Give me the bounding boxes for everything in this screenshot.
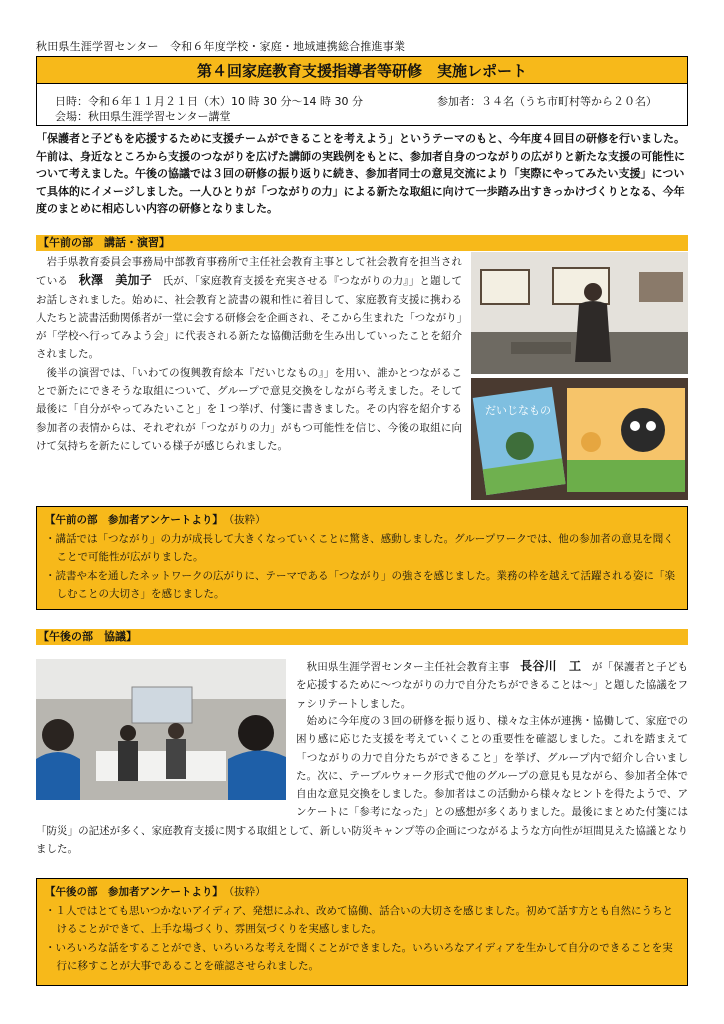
morning-p1-lead: 岩手県教育委員会事務局中部教育事務所で主任社会教育主事として社会教育を担当されている (36, 256, 462, 288)
lecture-photo-image (471, 252, 688, 374)
afternoon-survey-title (45, 883, 679, 902)
book-title: だいじなもの (485, 404, 551, 417)
afternoon-body-bottom (36, 712, 688, 858)
afternoon-section-header: 【午後の部 協議】 (36, 629, 688, 645)
morning-survey-box (36, 506, 688, 610)
afternoon-survey-item-2: ・いろいろな話をすることができ、いろいろな考えを聞くことができました。いろいろなアイディアを生かして自分のできることを実行に移すことが大事であることを確認させられました。 (45, 941, 673, 973)
afternoon-survey-note: （抜粋） (228, 886, 266, 898)
morning-survey-item-2: ・読書や本を通したネットワークの広がりに、テーマである「つながり」の強さを感じました。業務の枠を越えて活躍される姿に「楽しむことの大切さ」を感じました。 (45, 569, 675, 601)
lecture-photo (471, 252, 688, 374)
afternoon-p1-rest: が「保護者と子どもを応援するために～つながりの力で自分たちができることは～」と題した協議をファシリテートしました。 (296, 661, 688, 710)
picture-book-image (471, 378, 688, 500)
morning-survey-title (45, 511, 679, 530)
report-title: 第４回家庭教育支援指導者等研修 実施レポート (36, 56, 688, 84)
morning-body (36, 253, 462, 455)
participant-count: 参加者：３４名（うち市町村等から２０名） (437, 95, 657, 108)
afternoon-survey-item-1: ・１人ではとても思いつかないアイディア、発想にふれ、改めて協働、話合いの大切さを感じました。初めて話す方とも自然にうちとけることができて、上手な場づくり、雰囲気づくりを実感しました。 (45, 904, 674, 936)
morning-speaker-name: 秋澤 美加子 (78, 273, 152, 288)
morning-paragraph-1 (36, 253, 462, 364)
morning-p1-rest: 氏が、「家庭教育支援を充実させる『つながりの力』」と題してお話しされました。始めに、社会教育と読書の親和性に着目して、家庭教育支援に携わる人たちと読書活動関係者が一堂に会する研修会を企画され、そこから生まれた「つながり」が「学校へ行ってみよう会」に代表される新たな協働活動を生み出していったことを紹介されました。 (36, 275, 463, 361)
intro-paragraph: 「保護者と子どもを応援するために支援チームができることを考えよう」というテーマのもと、今年度４回目の研修を行いました。午前は、身近なところから支援のつながりを広げた講師の実践例をもとに、参加者自身のつながりの広がりと新たな支援の可能性について考えました。午後の協議では３回の研修の振り返りに続き、参加者同士の意見交流により「実際にやってみたい支援」について具体的にイメージしました。一人ひとりが「つながりの力」による新たな取組に向けて一歩踏み出すきっかけづくりとなる、今年度のまとめに相応しい内容の研修となりました。 (36, 132, 685, 216)
morning-survey-heading: 【午前の部 参加者アンケートより】 (45, 514, 223, 526)
morning-survey-note: （抜粋） (228, 514, 266, 526)
photo-float-spacer (36, 712, 296, 804)
afternoon-body-top (296, 657, 688, 713)
afternoon-paragraph-2: 始めに今年度の３回の研修を振り返り、様々な主体が連携・協働して、家庭での困り感に応じた支援を考えていくことの重要性を確認しました。これを踏まえて「つながりの力で自分たちができること」を挙げ、グループ内で紹介し合いました。次に、テーブルウォーク形式で他のグループの意見も見ながら、参加者全体で自由な意見交換をしました。参加者はこの活動から様々なヒントを得たようで、アンケートに「参考になった」との感想が多くありました。最後にまとめた付箋には「防災」の記述が多く、家庭教育支援に関する取組として、新しい防災キャンプ等の企画につながるような方向性が垣間見えた協議となりました。 (36, 715, 688, 856)
event-datetime: 日時：令和６年１１月２１日（木）10 時 30 分～14 時 30 分 (55, 95, 363, 108)
event-venue: 会場：秋田県生涯学習センター講堂 (55, 110, 231, 123)
organization-line: 秋田県生涯学習センター 令和６年度学校・家庭・地域連携総合推進事業 (36, 40, 406, 53)
afternoon-survey-heading: 【午後の部 参加者アンケートより】 (45, 886, 223, 898)
morning-survey-item-1: ・講話では「つながり」の力が成長して大きくなっていくことに驚き、感動しました。グループワークでは、他の参加者の意見を聞くことで可能性が広がりました。 (45, 532, 674, 564)
morning-section-header: 【午前の部 講話・演習】 (36, 235, 688, 251)
event-info-box (36, 84, 688, 126)
afternoon-p1-lead: 秋田県生涯学習センター主任社会教育主事 (306, 661, 510, 673)
morning-paragraph-2: 後半の演習では、「いわての復興教育絵本『だいじなもの』」を用い、誰かとつながることで新たにできそうな取組について、グループで意見交換をしながら考えました。そして最後に「自分がやってみたいこと」を１つ挙げ、付箋に書きました。その内容を紹介する参加者の表情からは、それぞれが「つながりの力」がもつ可能性を信じ、今後の取組に向けて気持ちを新たにしている様子が感じられました。 (36, 366, 462, 452)
afternoon-speaker-name: 長谷川 工 (520, 659, 582, 673)
picture-book-photo (471, 378, 688, 500)
afternoon-paragraph-1 (296, 657, 688, 713)
afternoon-survey-box (36, 878, 688, 986)
